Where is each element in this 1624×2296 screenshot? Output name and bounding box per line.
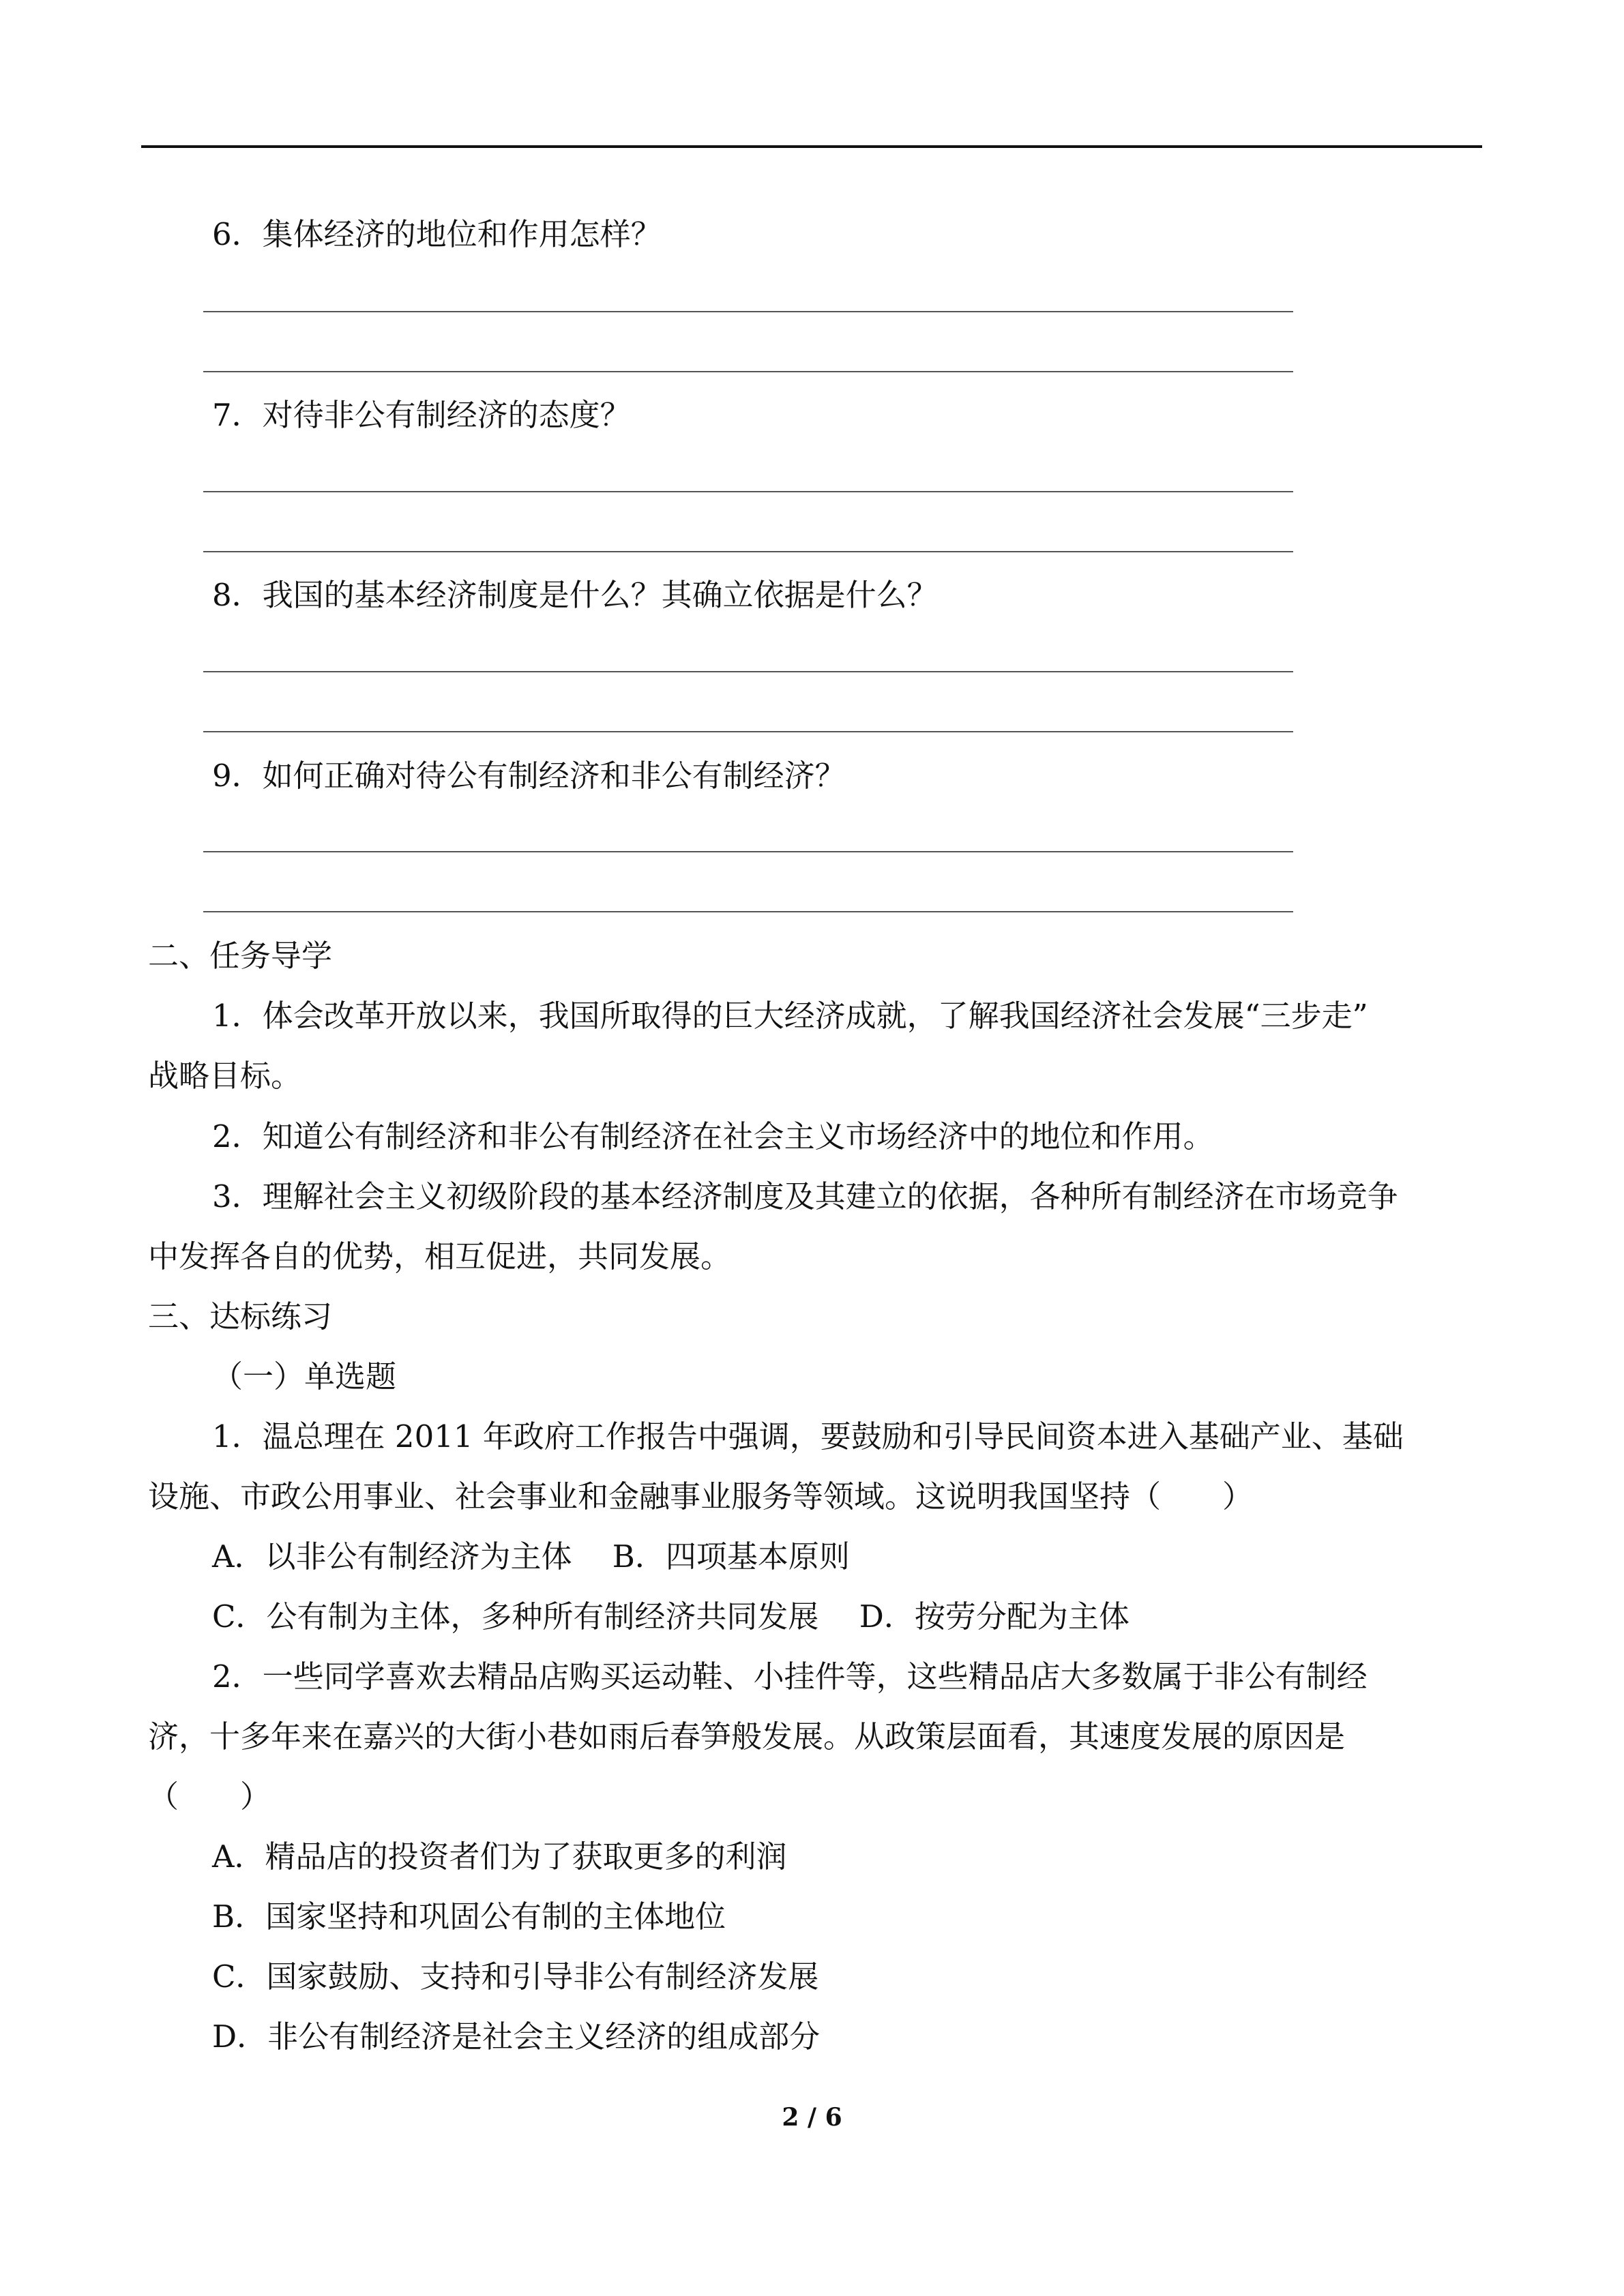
task-item-2: 2．知道公有制经济和非公有制经济在社会主义市场经济中的地位和作用。 <box>212 1118 1214 1154</box>
header-rule <box>141 145 1482 148</box>
subheading-single-choice: （一）单选题 <box>212 1358 397 1395</box>
practice-q2-option-b: B．国家坚持和巩固公有制的主体地位 <box>212 1898 726 1935</box>
question-8: 8．我国的基本经济制度是什么？其确立依据是什么？ <box>212 577 938 613</box>
practice-q1-options-line-1: A．以非公有制经济为主体 B．四项基本原则 <box>212 1538 850 1575</box>
answer-line[interactable] <box>203 371 1293 372</box>
task-item-3-line-2: 中发挥各自的优势，相互促进，共同发展。 <box>148 1238 732 1274</box>
answer-line[interactable] <box>203 551 1293 552</box>
practice-q2-line-1: 2．一些同学喜欢去精品店购买运动鞋、小挂件等，这些精品店大多数属于非公有制经 <box>212 1658 1368 1695</box>
practice-q1-line-2: 设施、市政公用事业、社会事业和金融事业服务等领域。这说明我国坚持（ ） <box>148 1478 1254 1515</box>
answer-line[interactable] <box>203 851 1293 852</box>
answer-line[interactable] <box>203 911 1293 912</box>
practice-q2-option-d: D．非公有制经济是社会主义经济的组成部分 <box>212 2018 821 2055</box>
practice-q2-option-a: A．精品店的投资者们为了获取更多的利润 <box>212 1838 787 1875</box>
task-item-1-line-1: 1．体会改革开放以来，我国所取得的巨大经济成就，了解我国经济社会发展“三步走” <box>212 998 1368 1034</box>
answer-line[interactable] <box>203 491 1293 492</box>
answer-line[interactable] <box>203 671 1293 672</box>
answer-line[interactable] <box>203 731 1293 732</box>
answer-line[interactable] <box>203 311 1293 312</box>
section-heading-practice: 三、达标练习 <box>148 1298 333 1335</box>
practice-q1-line-1: 1．温总理在 2011 年政府工作报告中强调，要鼓励和引导民间资本进入基础产业、基础 <box>212 1418 1404 1455</box>
task-item-3-line-1: 3．理解社会主义初级阶段的基本经济制度及其建立的依据，各种所有制经济在市场竞争 <box>212 1178 1398 1214</box>
question-7: 7．对待非公有制经济的态度？ <box>212 397 631 433</box>
practice-q2-option-c: C．国家鼓励、支持和引导非公有制经济发展 <box>212 1958 819 1995</box>
question-9: 9．如何正确对待公有制经济和非公有制经济？ <box>212 758 846 794</box>
practice-q2-line-2: 济，十多年来在嘉兴的大街小巷如雨后春笋般发展。从政策层面看，其速度发展的原因是 <box>148 1718 1346 1755</box>
practice-q1-options-line-2: C．公有制为主体，多种所有制经济共同发展 D．按劳分配为主体 <box>212 1598 1130 1635</box>
section-heading-task-guide: 二、任务导学 <box>148 938 333 974</box>
question-6: 6．集体经济的地位和作用怎样？ <box>212 216 662 252</box>
task-item-1-line-2: 战略目标。 <box>148 1058 302 1094</box>
practice-q2-line-3: （ ） <box>148 1778 271 1815</box>
page-number: 2 / 6 <box>782 2103 842 2132</box>
